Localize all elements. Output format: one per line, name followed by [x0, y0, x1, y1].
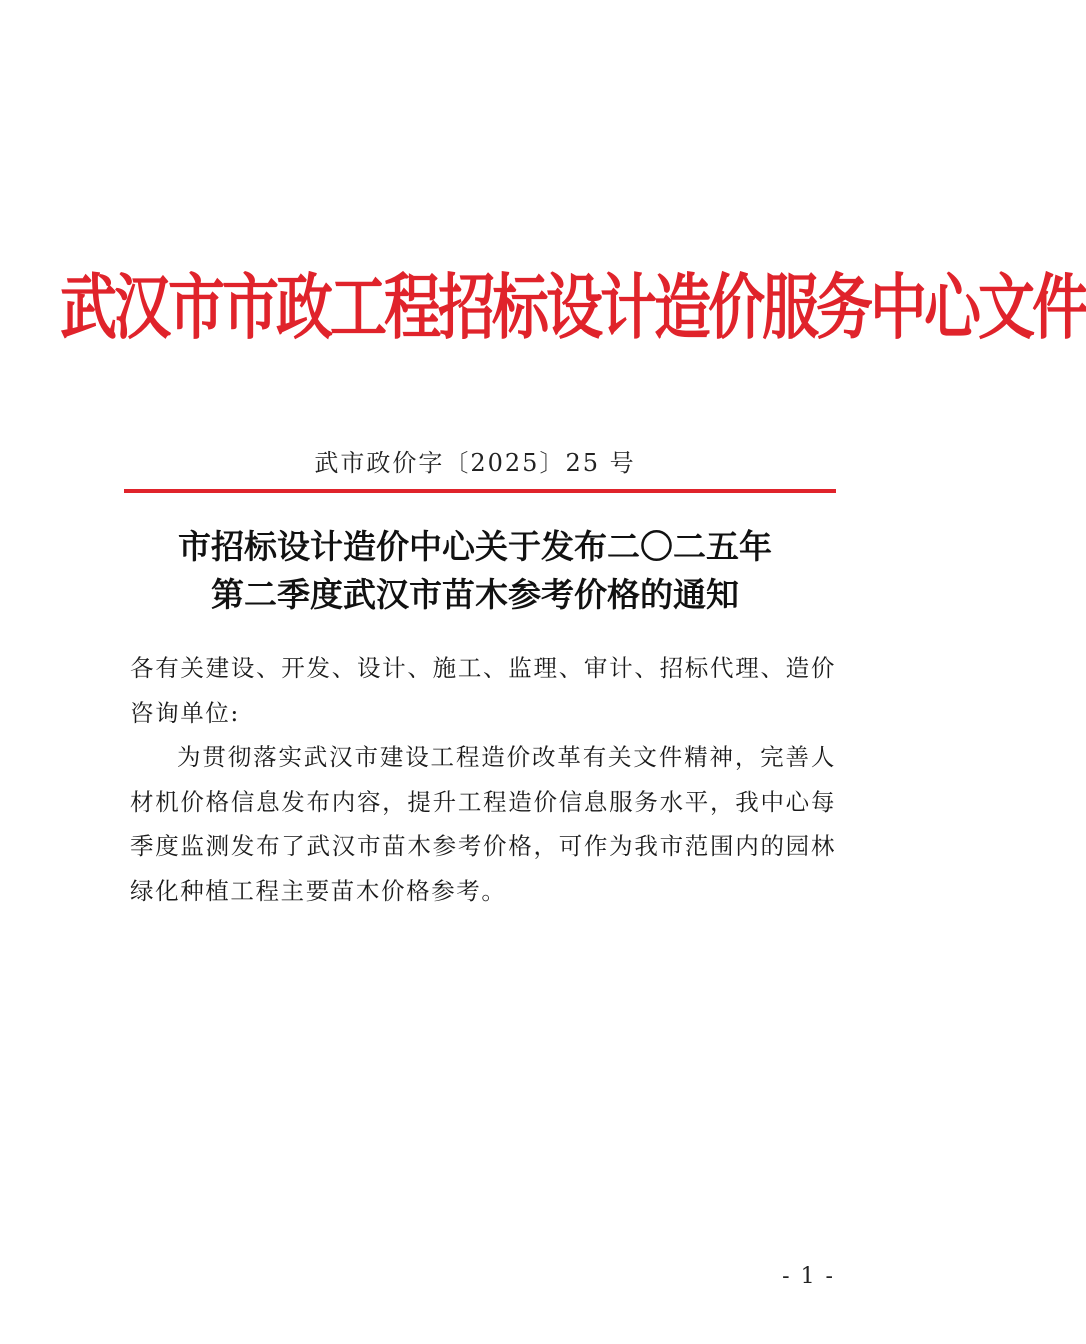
document-number: 武市政价字〔2025〕25 号	[314, 449, 636, 477]
notice-title	[0, 523, 950, 619]
page-number: - 1 -	[782, 1264, 835, 1289]
notice-title-line-1: 市招标设计造价中心关于发布二〇二五年	[178, 527, 772, 566]
red-divider-line	[124, 489, 836, 493]
salutation: 各有关建设、开发、设计、施工、监理、审计、招标代理、造价咨询单位:	[130, 654, 836, 727]
body-paragraph-1: 为贯彻落实武汉市建设工程造价改革有关文件精神，完善人材机价格信息发布内容，提升工程造价信息服务水平，我中心每季度监测发布了武汉市苗木参考价格，可作为我市范围内的园林绿化种植工程主要苗木价格参考。	[130, 743, 836, 905]
masthead-title: 武汉市市政工程招标设计造价服务中心文件	[60, 266, 1086, 350]
notice-body	[130, 646, 836, 913]
notice-title-line-2: 第二季度武汉市苗木参考价格的通知	[211, 575, 739, 614]
